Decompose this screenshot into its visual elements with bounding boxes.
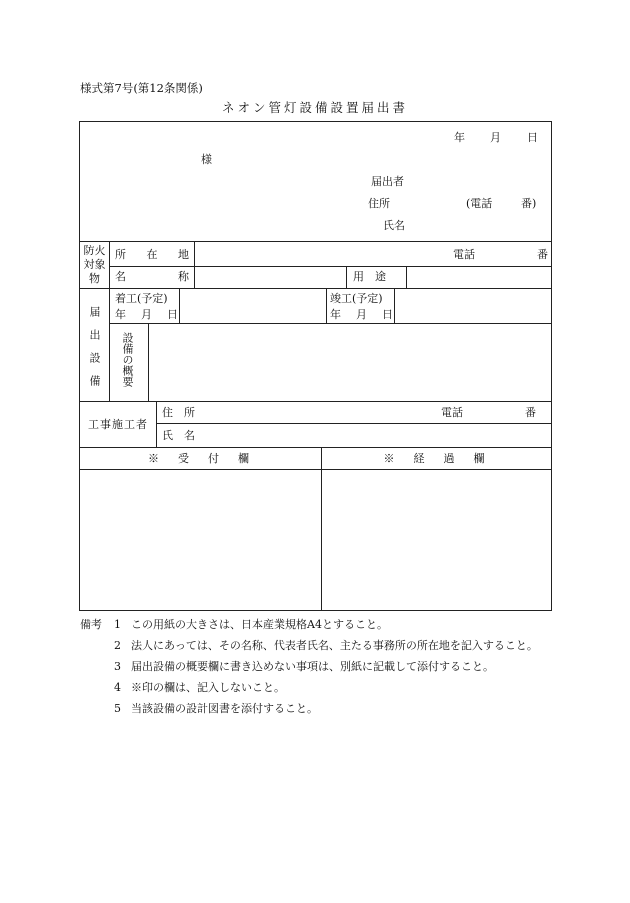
divider-target-end xyxy=(80,288,551,289)
divider-start-row xyxy=(109,323,551,324)
divider-office-header xyxy=(80,469,551,470)
divider-target-row xyxy=(109,266,551,267)
note-text: 当該設備の設計図書を添付すること。 xyxy=(131,702,318,715)
note-number: 2 xyxy=(114,639,121,652)
divider-header xyxy=(80,241,551,242)
outline-label: 設備の概要 xyxy=(121,332,134,387)
divider-name-usage xyxy=(346,266,347,288)
date-year: 年 xyxy=(454,131,465,144)
divider-contractor-row xyxy=(156,423,551,424)
target-usage-label: 用 途 xyxy=(353,270,386,283)
finish-label: 竣工(予定) xyxy=(330,292,383,305)
note-text: 届出設備の概要欄に書き込めない事項は、別紙に記載して添付すること。 xyxy=(131,660,494,673)
notifier-address-label: 住所 xyxy=(368,197,390,210)
divider-start-finish xyxy=(326,288,327,323)
notifier-phone-open: (電話 xyxy=(466,197,493,210)
start-date: 年 月 日 xyxy=(115,308,180,321)
contractor-address-label: 住 所 xyxy=(162,406,195,419)
notes-heading: 備考 xyxy=(80,618,102,631)
receipt-column-header: ※ 受 付 欄 xyxy=(148,452,253,465)
progress-column-header: ※ 経 過 欄 xyxy=(383,452,489,465)
note-text: ※印の欄は、記入しないこと。 xyxy=(131,681,285,694)
contractor-phone-suffix: 番 xyxy=(525,406,536,419)
form-title: ネオン管灯設備設置届出書 xyxy=(221,100,408,115)
divider-equipment-end xyxy=(80,401,551,402)
finish-date: 年 月 日 xyxy=(330,308,395,321)
notifier-label: 届出者 xyxy=(371,175,404,188)
note-number: 1 xyxy=(114,618,121,631)
notifier-phone-close: 番) xyxy=(521,197,537,210)
contractor-name-label: 氏 名 xyxy=(162,429,195,442)
equipment-section-label: 届出設備 xyxy=(88,306,101,398)
contractor-label: 工事施工者 xyxy=(88,418,148,431)
note-text: この用紙の大きさは、日本産業規格A4とすること。 xyxy=(131,618,388,631)
target-name-label: 名 称 xyxy=(115,270,189,283)
note-text: 法人にあっては、その名称、代表者氏名、主たる事務所の所在地を記入すること。 xyxy=(131,639,538,652)
note-number: 4 xyxy=(114,681,121,694)
target-phone-label: 電話 xyxy=(453,248,475,261)
divider-section-label xyxy=(109,241,110,401)
divider-usage-label xyxy=(406,266,407,288)
contractor-phone-label: 電話 xyxy=(441,406,463,419)
divider-target-label xyxy=(194,241,195,288)
notifier-name-label: 氏名 xyxy=(383,219,405,232)
target-section-label: 防火対象物 xyxy=(83,244,106,285)
divider-office-columns xyxy=(321,447,322,611)
form-number-label: 様式第7号(第12条関係) xyxy=(80,81,203,95)
note-number: 5 xyxy=(114,702,121,715)
addressee-suffix: 様 xyxy=(201,153,212,166)
date-month: 月 xyxy=(490,131,501,144)
start-label: 着工(予定) xyxy=(115,292,168,305)
date-day: 日 xyxy=(527,131,538,144)
form-table xyxy=(79,121,552,611)
note-number: 3 xyxy=(114,660,121,673)
target-phone-suffix: 番 xyxy=(537,248,548,261)
divider-contractor-label xyxy=(156,401,157,447)
divider-contractor-end xyxy=(80,447,551,448)
target-location-label: 所 在 地 xyxy=(115,248,189,261)
divider-outline-label xyxy=(148,323,149,401)
